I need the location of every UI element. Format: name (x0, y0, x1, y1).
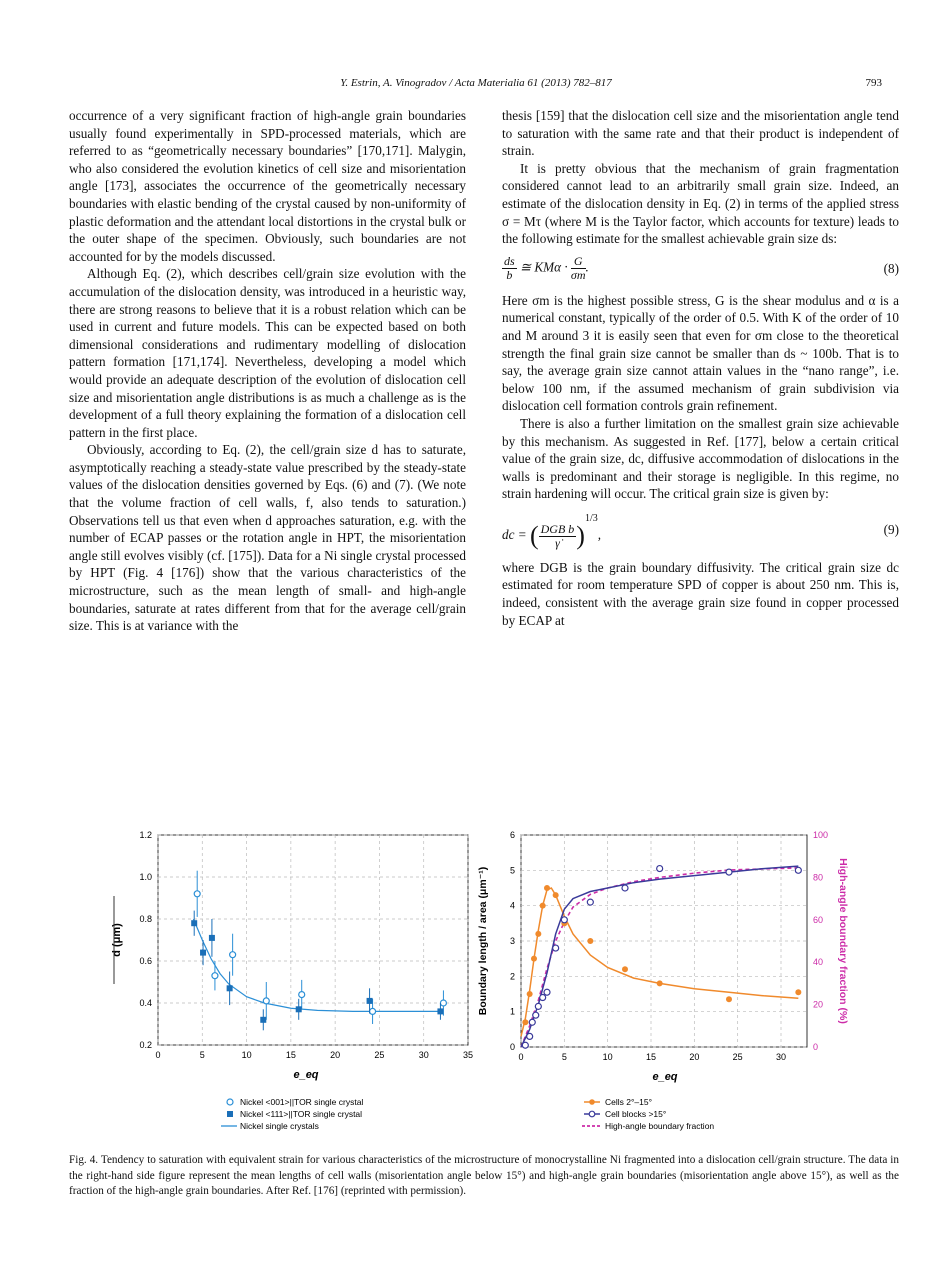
legend-label: Cell blocks >15° (605, 1109, 667, 1119)
x-tick-label: 30 (775, 1052, 787, 1062)
data-point-cell-blocks (535, 1003, 541, 1009)
x-tick-label: 30 (418, 1050, 429, 1060)
right-column (502, 107, 899, 629)
y-tick-label: 0.2 (139, 1040, 152, 1050)
figure-caption: Fig. 4. Tendency to saturation with equivalent strain for various characteristics of the microstructure of monocrystalline Ni fragmented into a dislocation cell/grain structure. The data in the right-hand side figure represent the mean lengths of cell walls (misorientation angle below 15°) and high-angle grain boundaries (misorientation angle above 15°), as well as the fraction of the high-angle grain boundaries. After Ref. [176] (reprinted with permission). (69, 1154, 899, 1197)
eq9-numerator: DGB b (540, 521, 575, 536)
eq9-denominator: γ̇ (555, 535, 560, 550)
x-tick-label: 15 (285, 1050, 296, 1060)
cells-curve (521, 888, 798, 1036)
data-point-cell-blocks (587, 899, 593, 905)
data-point-cell-blocks (795, 867, 801, 873)
data-point-open-circle (194, 891, 200, 897)
y-tick-label-left: 4 (509, 900, 515, 911)
y-tick-label: 0.6 (139, 956, 152, 966)
fit-curve (193, 919, 441, 1011)
legend-open-circle-icon (227, 1099, 233, 1105)
equation-9: dc = ( $\frac{\text{DGB b}}{\gammȧ}$ )$^{1/3}$, (9) (502, 513, 899, 551)
y-tick-label-left: 5 (509, 865, 515, 876)
right-y-axis-label-left: Boundary length / area (μm⁻¹) (477, 866, 489, 1016)
data-point-cells (657, 980, 663, 986)
data-point-cells (726, 996, 732, 1002)
data-point-cells (527, 991, 533, 997)
data-point-open-circle (263, 998, 269, 1004)
data-point-cells (553, 892, 559, 898)
data-point-cell-blocks (533, 1012, 539, 1018)
x-tick-label: 10 (602, 1052, 613, 1062)
running-header (70, 77, 882, 93)
data-point-filled-square (227, 985, 233, 991)
eq9-number: (9) (883, 522, 899, 538)
data-point-open-circle (212, 973, 218, 979)
paragraph: Here σm is the highest possible stress, G is the shear modulus and α is a numerical constant, typically of the order of 0.5. With K of the order of 10 and M around 3 it is easily seen that even for σm close to the theoretical strength the final grain size cannot be smaller than ds ~ 100b. That is to say, the average grain size cannot attain values in the “nano range”, i.e. below 100 nm, if the assumed mechanism of grain subdivision via dislocation cell formation controls grain refinement. (502, 292, 899, 414)
x-tick-label: 25 (732, 1052, 743, 1062)
data-point-cell-blocks (527, 1033, 533, 1039)
left-column (69, 107, 466, 635)
y-tick-label-left: 1 (509, 1006, 515, 1017)
left-y-axis-label: d (μm) (111, 923, 123, 957)
paragraph: Although Eq. (2), which describes cell/grain size evolution with the accumulation of the dislocation density, was introduced in a heuristic way, there are strong reasons to believe that it is a robust relation which can be used in current and future models. This can be expected based on both dimensional considerations and rudimentary modelling of dislocation pattern formation [171,174]. Nevertheless, developing a model which would provide an adequate description of the evolution of dislocation cell size and misorientation angle distributions is as much a challenge as is the development of a full theory explaining the formation of a dislocation cell pattern in the first place. (69, 266, 466, 440)
data-point-cell-blocks (522, 1042, 528, 1048)
data-point-cell-blocks (657, 866, 663, 872)
eq8-rhs-numerator: G (571, 255, 586, 269)
data-point-cell-blocks (561, 917, 567, 923)
y-tick-label-right: 60 (813, 914, 824, 925)
y-tick-label-left: 3 (509, 936, 515, 946)
data-point-cell-blocks (544, 989, 550, 995)
x-tick-label: 20 (689, 1052, 700, 1062)
right-panel (477, 830, 849, 1131)
y-tick-label-right: 20 (813, 999, 824, 1010)
y-tick-label-left: 2 (509, 971, 515, 982)
eq8-rhs-denominator: σm (570, 268, 586, 283)
equation-8 (502, 252, 899, 286)
data-point-cells (544, 885, 550, 891)
legend-label: Nickel single crystals (240, 1121, 319, 1131)
data-point-cells (531, 956, 537, 962)
data-point-cells (540, 903, 546, 909)
data-point-cells (587, 938, 593, 944)
cell-blocks-curve (521, 866, 798, 1047)
data-point-filled-square (260, 1017, 266, 1023)
paragraph: where DGB is the grain boundary diffusivity. The critical grain size dc estimated for room temperature SPD of copper is about 250 nm. This is, indeed, consistent with the average grain size found in copper processed by ECAP at (502, 559, 899, 628)
x-tick-label: 35 (462, 1050, 474, 1060)
data-point-open-circle (299, 992, 305, 998)
x-tick-label: 0 (155, 1050, 161, 1060)
x-tick-label: 20 (330, 1050, 341, 1060)
data-point-filled-square (437, 1008, 443, 1014)
paragraph: thesis [159] that the dislocation cell size and the misorientation angle tend to saturation with the same rate and that their product is independent of strain. (502, 108, 899, 159)
data-point-cells (622, 966, 628, 972)
x-tick-label: 0 (518, 1052, 524, 1062)
eq8-number: (8) (883, 260, 899, 276)
data-point-filled-square (367, 998, 373, 1004)
figure-4-plots (100, 826, 860, 1141)
legend-orange-dot-icon (589, 1099, 595, 1105)
paragraph: There is also a further limitation on the smallest grain size achievable by this mechanism. As suggested in Ref. [177], below a certain critical value of the grain size, dc, diffusive accommodation of dislocations in the walls is predominant and their storage is negligible. In this regime, no strain hardening will occur. The critical grain size is given by: (502, 415, 899, 502)
y-tick-label-right: 40 (813, 957, 824, 968)
legend-label: Cells 2°–15° (605, 1097, 652, 1107)
data-point-filled-square (209, 935, 215, 941)
eq8-lhs-numerator: ds (504, 254, 515, 269)
page-number: 793 (865, 77, 882, 89)
left-plot-frame (158, 835, 468, 1045)
hagb-fraction-curve (521, 868, 798, 1047)
paragraph: Obviously, according to Eq. (2), the cell/grain size d has to saturate, asymptotically reaching a steady-state value prescribed by the steady-state values of the dislocation densities governed by Eqs. (6) and (7). (We note that the volume fraction of cell walls, f, also tends to saturation.) Observations tell us that even when d approaches saturation, e.g. with the number of ECAP passes or the rotation angle in HPT, the misorientation angle still evolves visibly (cf. [175]). Data for a Ni single crystal processed by HPT (Fig. 4 [176]) show that the various characteristics of the microstructure, such as the mean length of small- and high-angle boundaries, saturate at rates different from that for the average cell/grain size. This is at variance with the (69, 442, 466, 634)
eq8-tail: . (585, 259, 589, 275)
data-point-filled-square (191, 920, 197, 926)
eq8-lhs-denominator: b (506, 268, 513, 283)
figure-4 (100, 826, 860, 1146)
y-tick-label-right: 100 (813, 830, 829, 840)
y-tick-label-left: 6 (509, 830, 515, 840)
x-tick-label: 5 (199, 1050, 205, 1060)
data-point-open-circle (370, 1008, 376, 1014)
data-point-cells (522, 1019, 528, 1025)
eq9-tail: , (597, 527, 602, 543)
right-x-axis-label: e_eq (652, 1071, 678, 1083)
legend-navy-circle-icon (589, 1111, 595, 1117)
legend-label: High-angle boundary fraction (605, 1121, 715, 1131)
data-point-cells (795, 989, 801, 995)
data-point-cell-blocks (553, 945, 559, 951)
y-tick-label-right: 0 (813, 1042, 819, 1052)
y-tick-label: 0.4 (139, 998, 152, 1008)
data-point-open-circle (440, 1000, 446, 1006)
eq9-lhs: dc = (502, 527, 527, 543)
data-point-cells (535, 931, 541, 937)
left-panel (111, 830, 473, 1131)
y-tick-label-left: 0 (509, 1042, 515, 1052)
x-tick-label: 10 (241, 1050, 252, 1060)
data-point-cell-blocks (540, 995, 546, 1001)
legend-label: Nickel <111>||TOR single crystal (240, 1109, 363, 1119)
x-tick-label: 15 (645, 1052, 657, 1062)
eq9-exponent: 1/3 (584, 513, 598, 525)
data-point-cell-blocks (726, 869, 732, 875)
paragraph: occurrence of a very significant fraction of high-angle grain boundaries usually found experimentally in SPD-processed materials, which are referred to as “geometrically necessary boundaries” [170,171]. Malygin, who also considered the evolution kinetics of cell size and misorientation angle [173], associates the occurrence of the geometrically necessary boundaries with elastic bending of the crystal caused by non-uniformity of plastic deformation and the attendant local distortions in the crystal bulk or the outer shape of the specimen. Obviously, such boundaries are not accounted for by the models discussed. (69, 108, 466, 264)
y-tick-label: 1.0 (139, 872, 152, 882)
legend-label: Nickel <001>||TOR single crystal (240, 1097, 364, 1107)
legend-filled-square-icon (227, 1111, 233, 1117)
y-tick-label-right: 80 (813, 872, 824, 883)
data-point-cell-blocks (622, 885, 628, 891)
x-tick-label: 25 (374, 1050, 385, 1060)
left-x-axis-label: e_eq (293, 1069, 319, 1081)
y-tick-label: 0.8 (139, 914, 152, 924)
data-point-filled-square (296, 1006, 302, 1012)
eq8-middle: ≅ KMα · (519, 259, 568, 275)
data-point-open-circle (230, 952, 236, 958)
running-title: Y. Estrin, A. Vinogradov / Acta Materialia 61 (2013) 782–817 (340, 77, 612, 89)
data-point-cell-blocks (529, 1019, 535, 1025)
x-tick-label: 5 (561, 1052, 567, 1062)
paragraph: It is pretty obvious that the mechanism of grain fragmentation considered cannot lead to an arbitrarily small grain size. Indeed, an estimate of the dislocation density in Eq. (2) in terms of the applied stress σ = Mτ (where M is the Taylor factor, which accounts for texture) leads to the following estimate for the smallest achievable grain size ds: (502, 160, 899, 247)
data-point-filled-square (200, 950, 206, 956)
y-tick-label: 1.2 (139, 830, 152, 840)
right-y-axis-label-right: High-angle boundary fraction (%) (837, 858, 849, 1024)
